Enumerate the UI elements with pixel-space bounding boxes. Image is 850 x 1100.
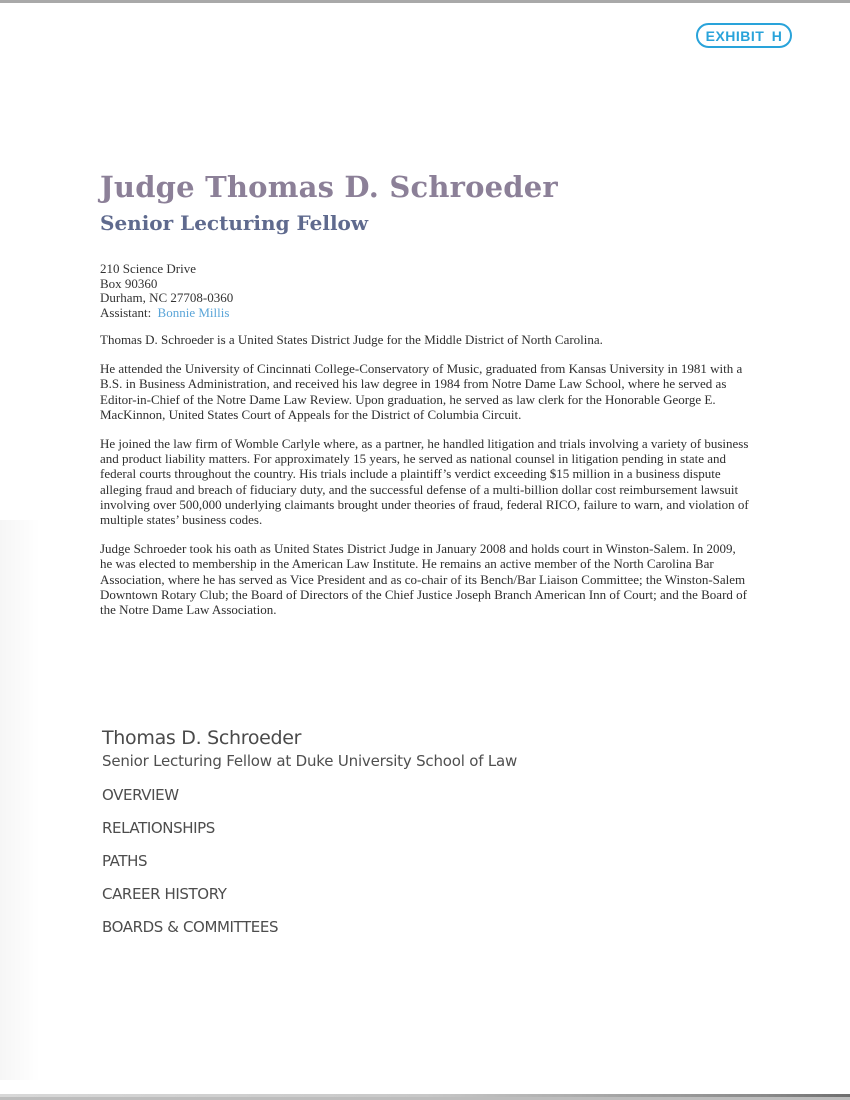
address-line-street: 210 Science Drive <box>100 261 197 276</box>
nav-item-boards-committees[interactable]: BOARDS & COMMITTEES <box>102 918 279 936</box>
page-title: Judge Thomas D. Schroeder <box>100 170 558 204</box>
nav-item-paths[interactable]: PATHS <box>102 852 148 870</box>
profile-nav <box>102 785 517 950</box>
address-line-city: Durham, NC 27708-0360 <box>100 290 234 305</box>
assistant-label: Assistant: <box>100 304 152 320</box>
address-line-box: Box 90360 <box>100 275 158 291</box>
bio-paragraph: He joined the law firm of Womble Carlyle where, as a partner, he handled litigation and trials involving a variety of business and product liability matters. For approximately 15 years, he served as national counsel in litigation pending in state and federal courts throughout the country. His trials include a plaintiff’s verdict exceeding $15 million in a business dispute alleging fraud and breach of fiduciary duty, and the successful defense of a multi-billion dollar cost reimbursement lawsuit involving over 500,000 underlying claimants brought under theories of fraud, federal RICO, failure to warn, and violation of multiple states’ business codes. <box>100 436 749 528</box>
nav-item-career-history[interactable]: CAREER HISTORY <box>102 885 227 903</box>
bio-paragraph: He attended the University of Cincinnati College-Conservatory of Music, graduated from Kansas University in 1981 with a B.S. in Business Administration, and received his law degree in 1984 from Notre Dame Law School, where he served as Editor-in-Chief of the Notre Dame Law Review. Upon graduation, he served as law clerk for the Honorable George E. MacKinnon, United States Court of Appeals for the District of Columbia Circuit. <box>100 361 743 422</box>
nav-item-relationships[interactable]: RELATIONSHIPS <box>102 819 215 837</box>
exhibit-label: EXHIBIT H <box>705 27 783 44</box>
scan-top-edge <box>0 0 850 3</box>
profile-role: Senior Lecturing Fellow at Duke University School of Law <box>102 752 518 770</box>
exhibit-stamp <box>696 23 792 48</box>
profile-name: Thomas D. Schroeder <box>102 727 302 749</box>
bio-paragraph: Thomas D. Schroeder is a United States District Judge for the Middle District of North Carolina. <box>100 332 603 347</box>
bio-paragraph: Judge Schroeder took his oath as United States District Judge in January 2008 and holds court in Winston-Salem. In 2009, he was elected to membership in the American Law Institute. He remains an active member of the North Carolina Bar Association, where he has served as Vice President and as co-chair of its Bench/Bar Liaison Committee; the Winston-Salem Downtown Rotary Club; the Board of Directors of the Chief Justice Joseph Branch American Inn of Court; and the Board of the Notre Dame Law Association. <box>100 541 747 618</box>
page-subtitle: Senior Lecturing Fellow <box>100 211 369 235</box>
nav-item-overview[interactable]: OVERVIEW <box>102 786 179 804</box>
profile-section <box>102 726 517 950</box>
scan-shadow <box>0 520 40 1080</box>
contact-address <box>100 262 760 320</box>
assistant-link[interactable]: Bonnie Millis <box>157 304 230 320</box>
assistant-row <box>100 306 760 321</box>
bio-document <box>100 168 760 617</box>
